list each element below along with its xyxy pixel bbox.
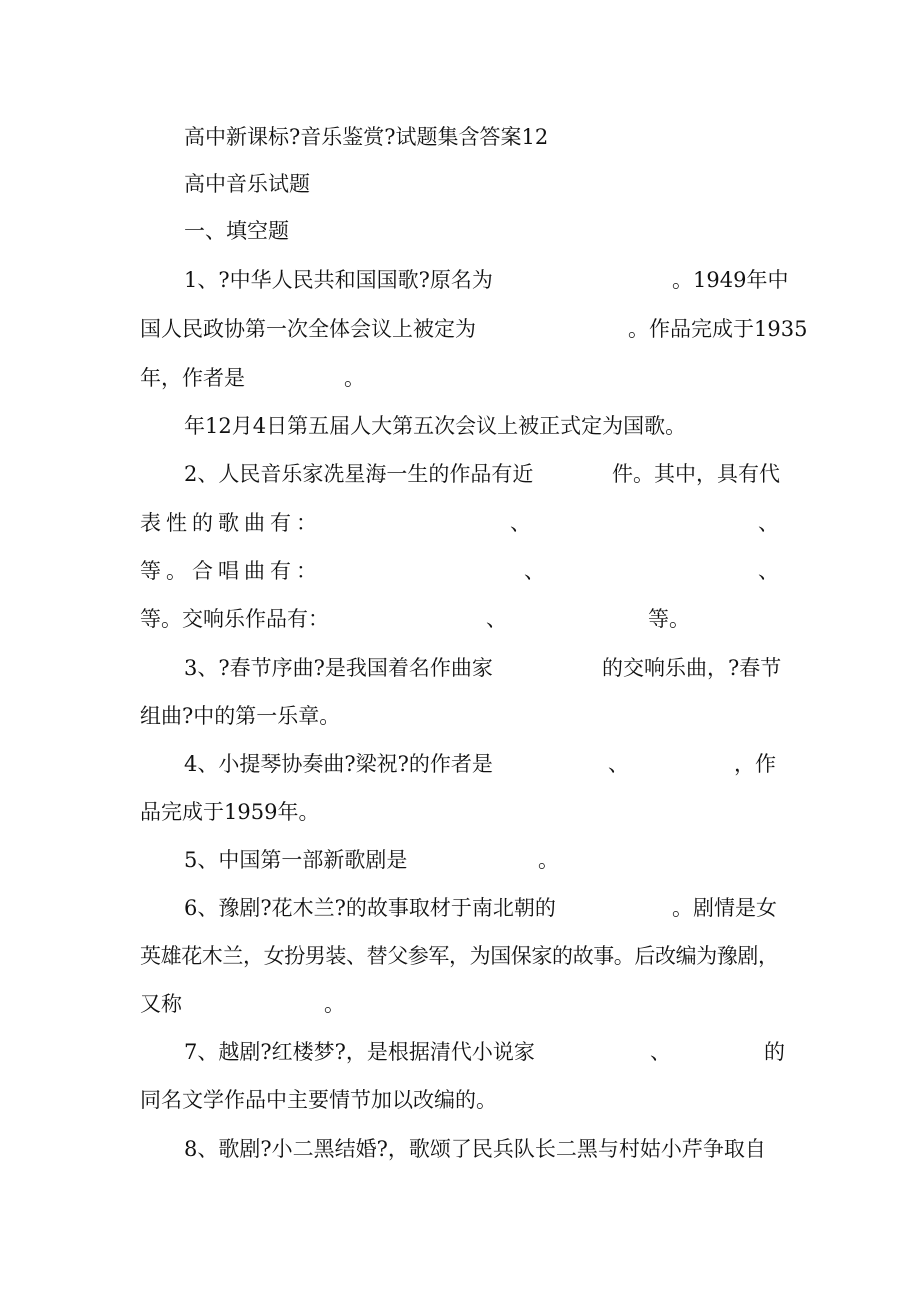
q1-text-a: 1、?中华人民共和国国歌?原名为 [184, 268, 493, 292]
question-1-line-3 [140, 363, 790, 393]
q2-text-j: 、 [486, 607, 507, 631]
q8-text-a: 8、歌剧?小二黑结婚?，歌颂了民兵队长二黑与村姑小芹争取自 [184, 1137, 766, 1161]
q3-text-a: 3、?春节序曲?是我国着名作曲家 [184, 656, 493, 680]
question-6-line-2 [140, 941, 790, 971]
question-7-line-1 [184, 1037, 790, 1067]
question-6-line-1 [184, 893, 790, 923]
question-1-line-1 [184, 265, 790, 295]
title-text: 高中新课标?音乐鉴赏?试题集含答案12 [184, 125, 549, 149]
q5-text-b: 。 [538, 848, 559, 872]
question-2-line-4 [140, 604, 790, 634]
q6-text-b: 。剧情是女 [672, 896, 777, 920]
q7-text-c: 的 [764, 1040, 785, 1064]
q2-text-h: 、 [758, 559, 779, 583]
question-4-line-1 [184, 749, 790, 779]
q3-text-b: 的交响乐曲，?春节 [602, 656, 782, 680]
document-subtitle [184, 169, 790, 199]
q7-text-b: 、 [650, 1040, 671, 1064]
q3-text-c: 组曲?中的第一乐章。 [140, 704, 341, 728]
section-heading-text: 一、填空题 [184, 219, 289, 243]
q2-text-f: 等。合唱曲有： [140, 559, 322, 583]
q2-text-c: 表性的歌曲有： [140, 511, 322, 535]
q2-text-g: 、 [524, 559, 545, 583]
q4-text-a: 4、小提琴协奏曲?梁祝?的作者是 [184, 752, 493, 776]
q2-text-k: 等。 [648, 607, 690, 631]
q1-text-d: 。作品完成于1935 [628, 317, 808, 341]
q7-text-d: 同名文学作品中主要情节加以改编的。 [140, 1088, 497, 1112]
question-8-line-1 [184, 1134, 790, 1164]
q6-text-e: 。 [324, 992, 345, 1016]
q4-text-c: ，作 [734, 752, 776, 776]
q2-text-d: 、 [510, 511, 531, 535]
question-5-line-1 [184, 845, 790, 875]
q6-text-c: 英雄花木兰，女扮男装、替父参军，为国保家的故事。后改编为豫剧， [140, 944, 779, 968]
question-1-line-2 [140, 314, 808, 344]
q2-text-e: 、 [758, 511, 779, 535]
question-1-line-4 [184, 411, 790, 441]
q2-text-b: 件。其中，具有代 [612, 462, 780, 486]
q2-text-i: 等。交响乐作品有： [140, 607, 329, 631]
q1-text-g: 年12月4日第五届人大第五次会议上被正式定为国歌。 [184, 414, 687, 438]
subtitle-text: 高中音乐试题 [184, 172, 310, 196]
q1-text-c: 国人民政协第一次全体会议上被定为 [140, 317, 476, 341]
q1-text-e: 年，作者是 [140, 366, 245, 390]
question-6-line-3 [140, 989, 790, 1019]
section-heading [184, 216, 790, 246]
q5-text-a: 5、中国第一部新歌剧是 [184, 848, 408, 872]
question-3-line-2 [140, 701, 790, 731]
question-2-line-1 [184, 459, 790, 489]
q2-text-a: 2、人民音乐家冼星海一生的作品有近 [184, 462, 534, 486]
question-2-line-3 [140, 556, 790, 586]
question-7-line-2 [140, 1085, 790, 1115]
q1-text-b: 。1949年中 [672, 268, 789, 292]
document-title [184, 122, 790, 152]
question-2-line-2 [140, 508, 790, 538]
q7-text-a: 7、越剧?红楼梦?，是根据清代小说家 [184, 1040, 535, 1064]
q4-text-d: 品完成于1959年。 [140, 800, 320, 824]
question-3-line-1 [184, 653, 790, 683]
q6-text-a: 6、豫剧?花木兰?的故事取材于南北朝的 [184, 896, 556, 920]
question-4-line-2 [140, 797, 790, 827]
q6-text-d: 又称 [140, 992, 182, 1016]
q1-text-f: 。 [344, 366, 365, 390]
q4-text-b: 、 [608, 752, 629, 776]
